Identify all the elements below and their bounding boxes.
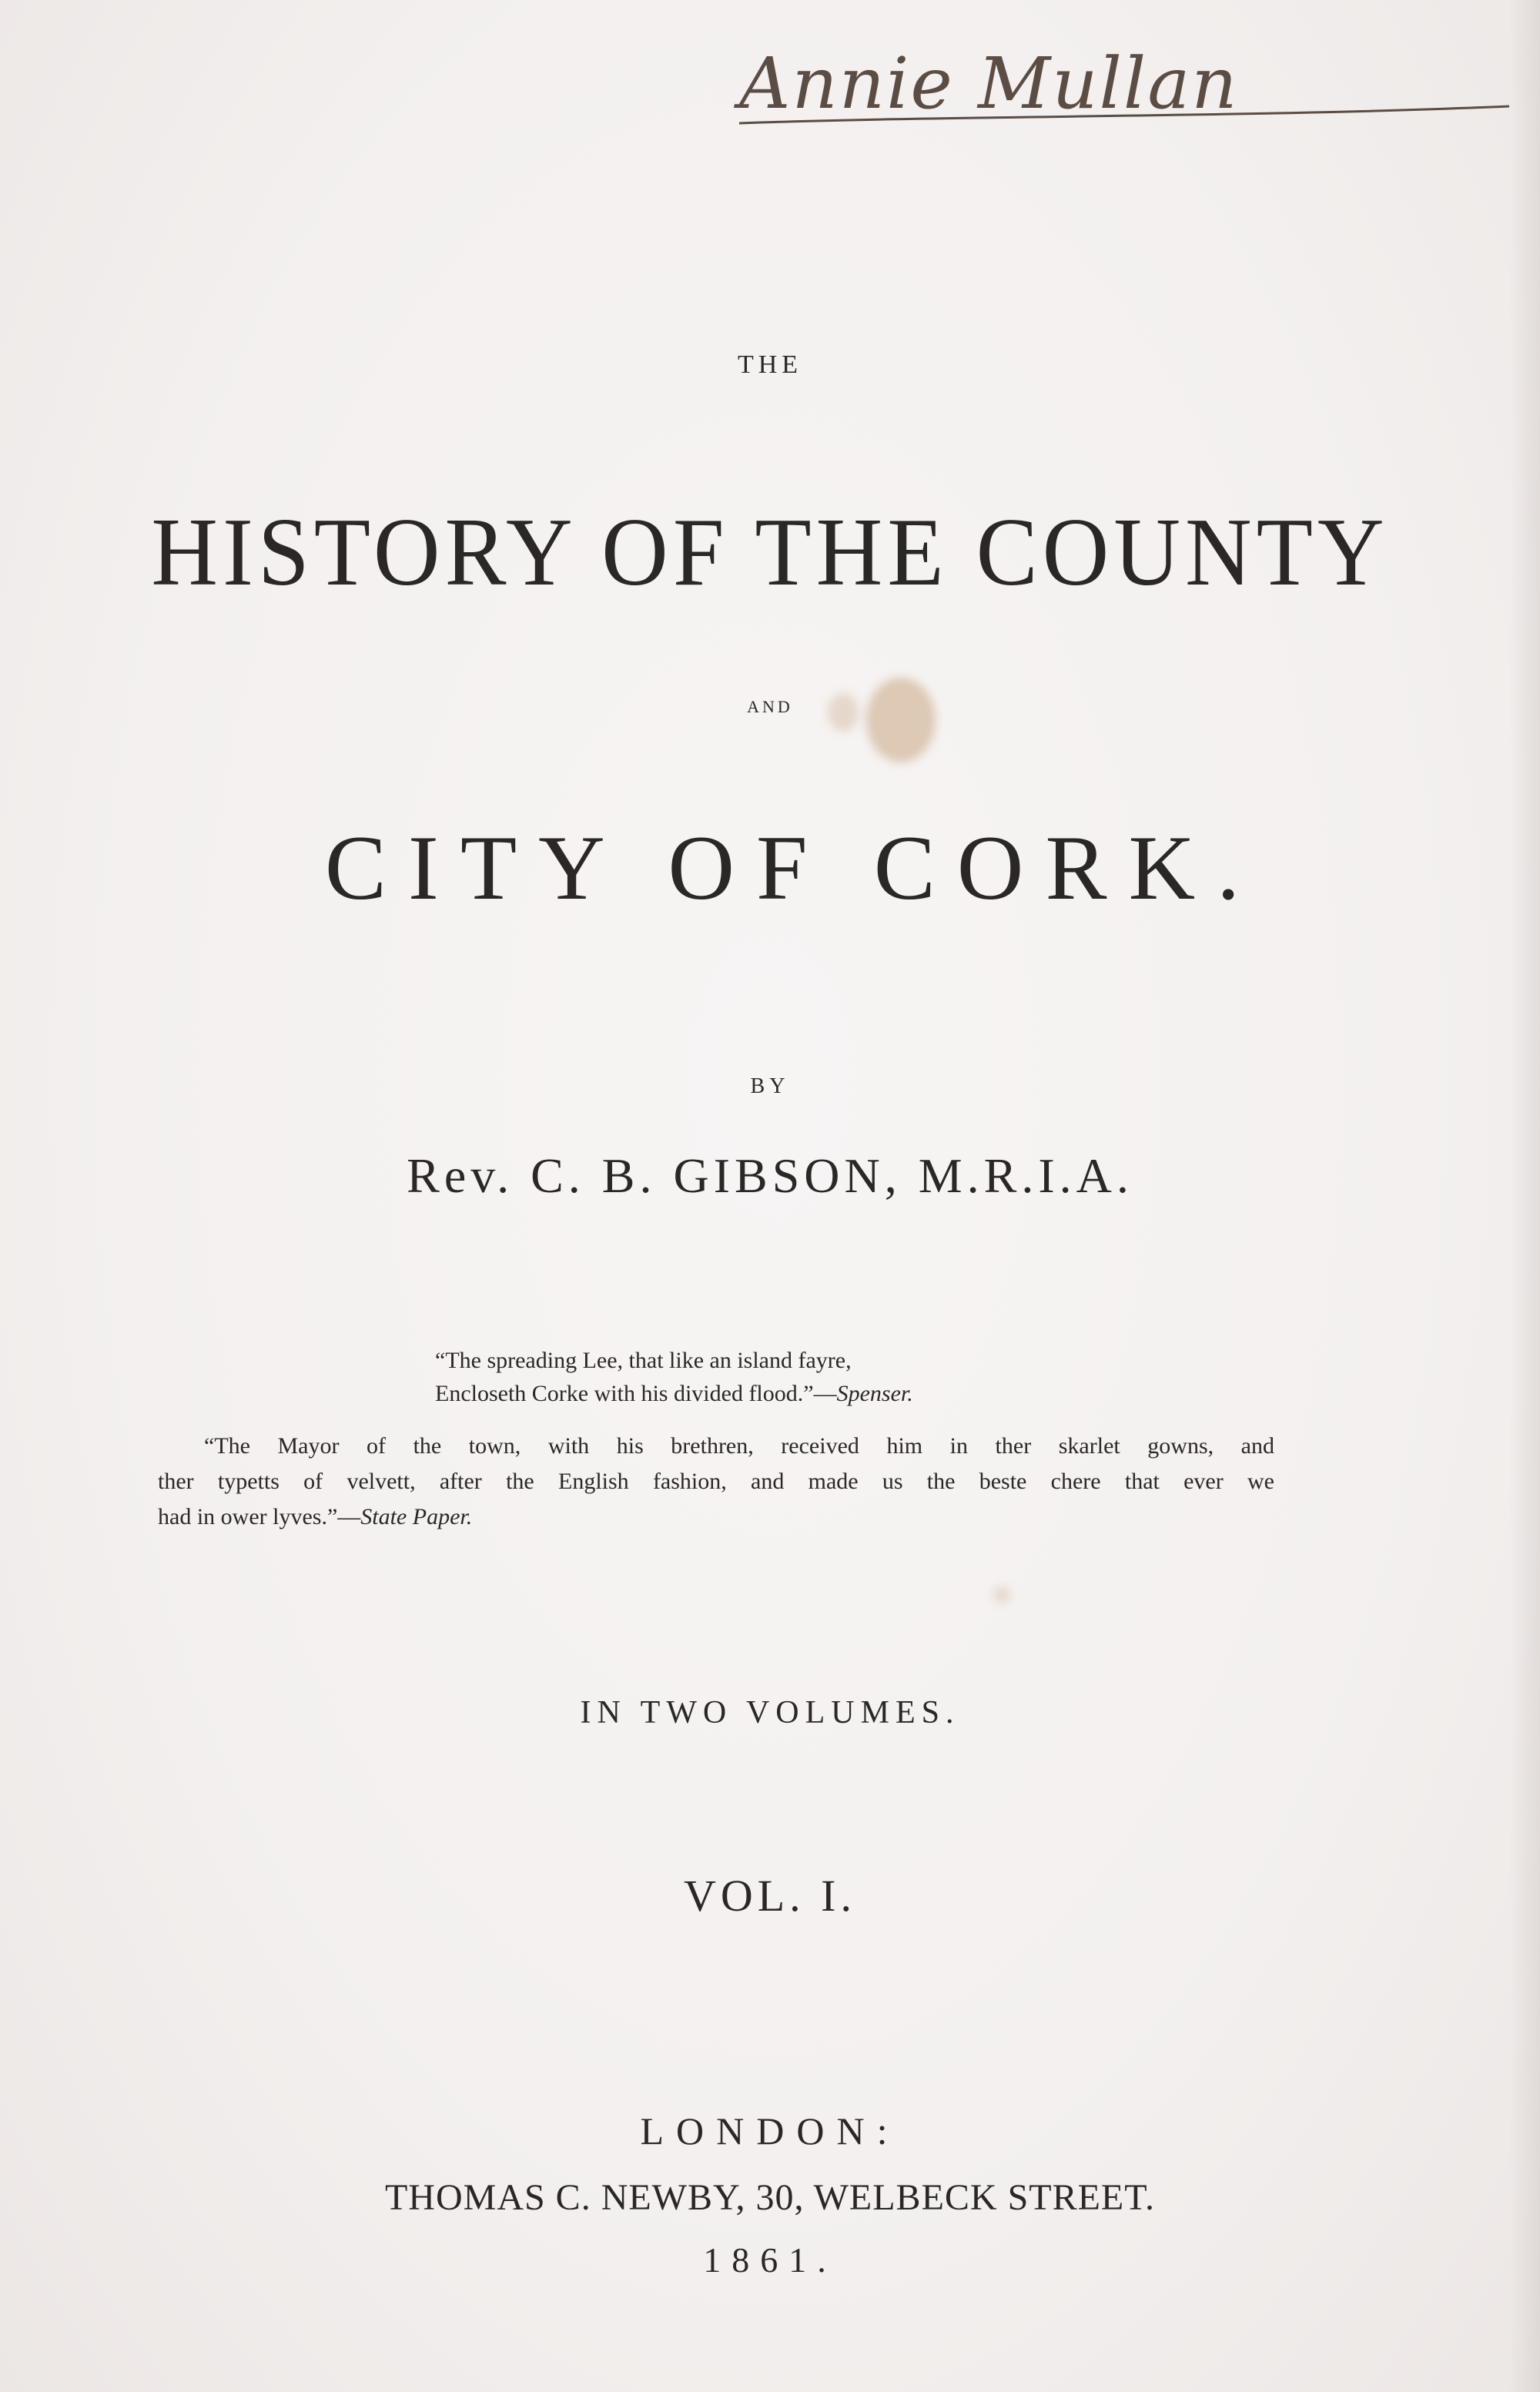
main-title-line-2: CITY OF CORK.: [324, 816, 1262, 919]
svg-text:Annie Mullan: Annie Mullan: [739, 42, 1239, 125]
epigraph-prose-line-1: “The Mayor of the town, with his brethren, received him in ther skarlet gowns, and: [204, 1433, 1274, 1459]
main-title-line-1: HISTORY OF THE COUNTY: [151, 497, 1389, 606]
epigraph-verse-line-2: [435, 1381, 913, 1407]
volume-number: VOL. I.: [683, 1871, 856, 1921]
imprint-city: LONDON:: [640, 2109, 900, 2152]
epigraph-verse-attribution: Spenser.: [836, 1381, 913, 1406]
epigraph-prose-line-3: [158, 1499, 1274, 1535]
handwritten-signature: [724, 15, 1525, 146]
title-prefix: THE: [737, 350, 803, 379]
epigraph-prose-line-2: ther typetts of velvett, after the English fashion, and made us the beste chere that ever we: [158, 1469, 1274, 1494]
volume-count: IN TWO VOLUMES.: [580, 1695, 960, 1730]
title-conjunction: AND: [747, 697, 793, 716]
imprint-year: 1861.: [703, 2240, 837, 2280]
foxing-stain: [993, 1586, 1010, 1603]
epigraph-verse-line-1: “The spreading Lee, that like an island fayre,: [435, 1348, 852, 1373]
imprint-publisher: THOMAS C. NEWBY, 30, WELBECK STREET.: [384, 2177, 1155, 2218]
epigraph-prose-attribution: State Paper.: [360, 1504, 473, 1529]
byline-label: BY: [750, 1074, 790, 1098]
epigraph-prose-text: had in ower lyves.”—: [158, 1504, 361, 1529]
foxing-stain: [866, 678, 936, 762]
epigraph-verse-text: Encloseth Corke with his divided flood.”—: [435, 1381, 837, 1406]
author-name: Rev. C. B. GIBSON, M.R.I.A.: [407, 1148, 1133, 1203]
